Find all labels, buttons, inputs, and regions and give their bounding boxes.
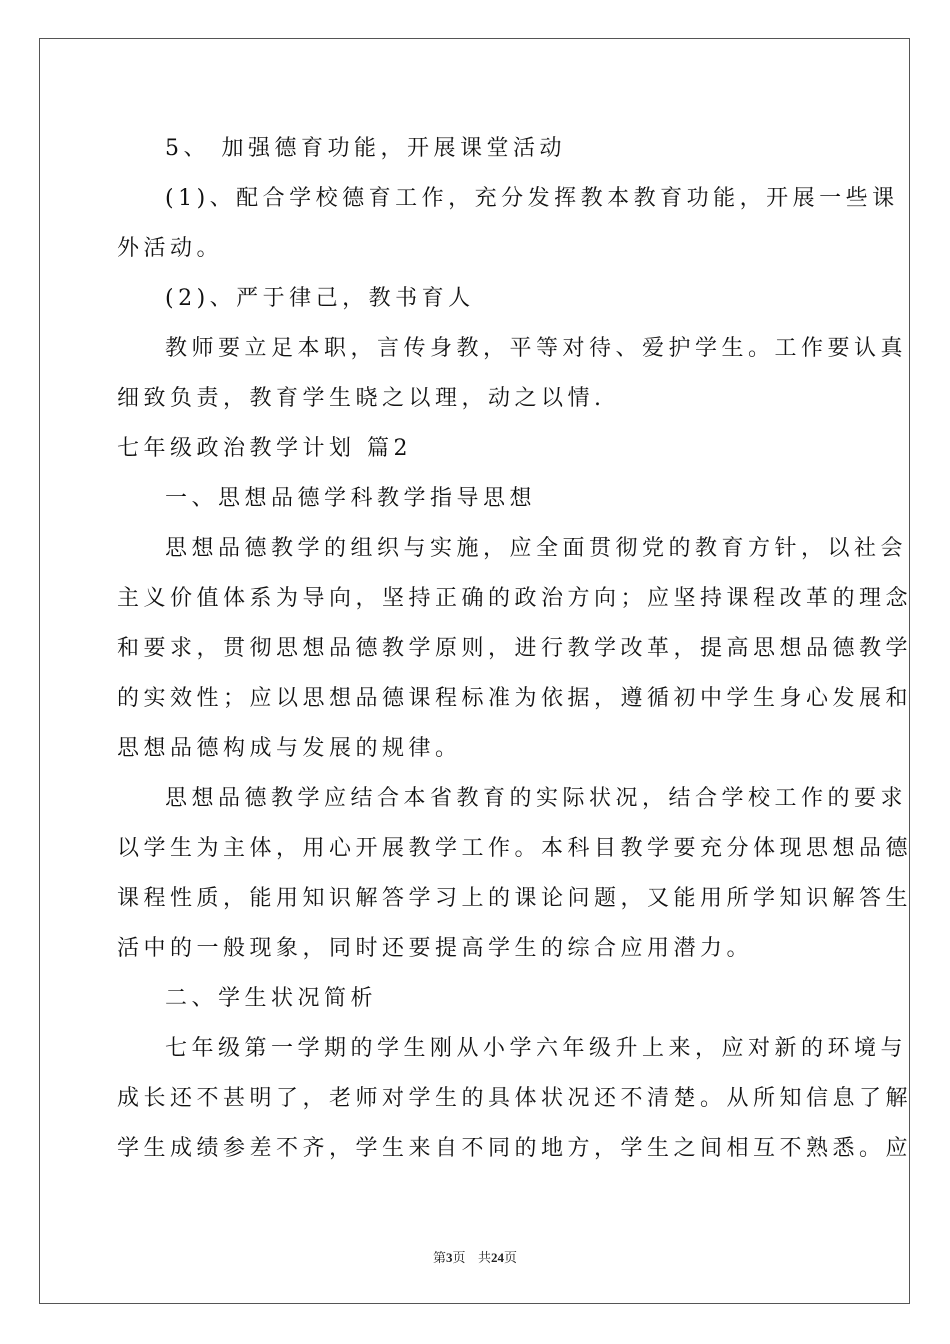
text-line: 以学生为主体，用心开展教学工作。本科目教学要充分体现思想品德: [117, 836, 913, 861]
text-line: 主义价值体系为导向，坚持正确的政治方向；应坚持课程改革的理念: [117, 586, 913, 611]
page-prefix: 第: [433, 1251, 447, 1266]
text-line: (1)、配合学校德育工作，充分发挥教本教育功能，开展一些课: [165, 186, 899, 211]
text-line: 活中的一般现象，同时还要提高学生的综合应用潜力。: [117, 936, 754, 961]
page-border: [39, 38, 913, 1304]
page-number: 3: [446, 1250, 453, 1265]
text-line: 外活动。: [117, 236, 224, 261]
text-line: 思想品德教学应结合本省教育的实际状况，结合学校工作的要求: [165, 786, 908, 811]
text-line: 教师要立足本职，言传身教，平等对待、爱护学生。工作要认真: [165, 336, 908, 361]
text-line: 5、 加强德育功能，开展课堂活动: [165, 136, 566, 161]
total-prefix: 共: [477, 1251, 491, 1266]
section-title: 七年级政治教学计划 篇2: [117, 436, 412, 461]
total-pages: 24: [490, 1250, 504, 1265]
text-line: 和要求，贯彻思想品德教学原则，进行教学改革，提高思想品德教学: [117, 636, 913, 661]
page-suffix: 页: [452, 1251, 466, 1266]
text-line: 思想品德构成与发展的规律。: [117, 736, 462, 761]
text-line: 思想品德教学的组织与实施，应全面贯彻党的教育方针，以社会: [165, 536, 908, 561]
heading: 一、思想品德学科教学指导思想: [165, 486, 537, 511]
total-suffix: 页: [503, 1251, 517, 1266]
page-footer: [0, 1250, 950, 1267]
text-line: 细致负责，教育学生晓之以理，动之以情.: [117, 386, 606, 411]
text-line: 学生成绩参差不齐，学生来自不同的地方，学生之间相互不熟悉。应: [117, 1136, 913, 1161]
text-line: (2)、严于律己，教书育人: [165, 286, 475, 311]
text-line: 七年级第一学期的学生刚从小学六年级升上来，应对新的环境与: [165, 1036, 908, 1061]
text-line: 的实效性；应以思想品德课程标准为依据，遵循初中学生身心发展和: [117, 686, 913, 711]
heading: 二、学生状况简析: [165, 986, 378, 1011]
text-line: 课程性质，能用知识解答学习上的课论问题，又能用所学知识解答生: [117, 886, 913, 911]
text-line: 成长还不甚明了，老师对学生的具体状况还不清楚。从所知信息了解: [117, 1086, 913, 1111]
